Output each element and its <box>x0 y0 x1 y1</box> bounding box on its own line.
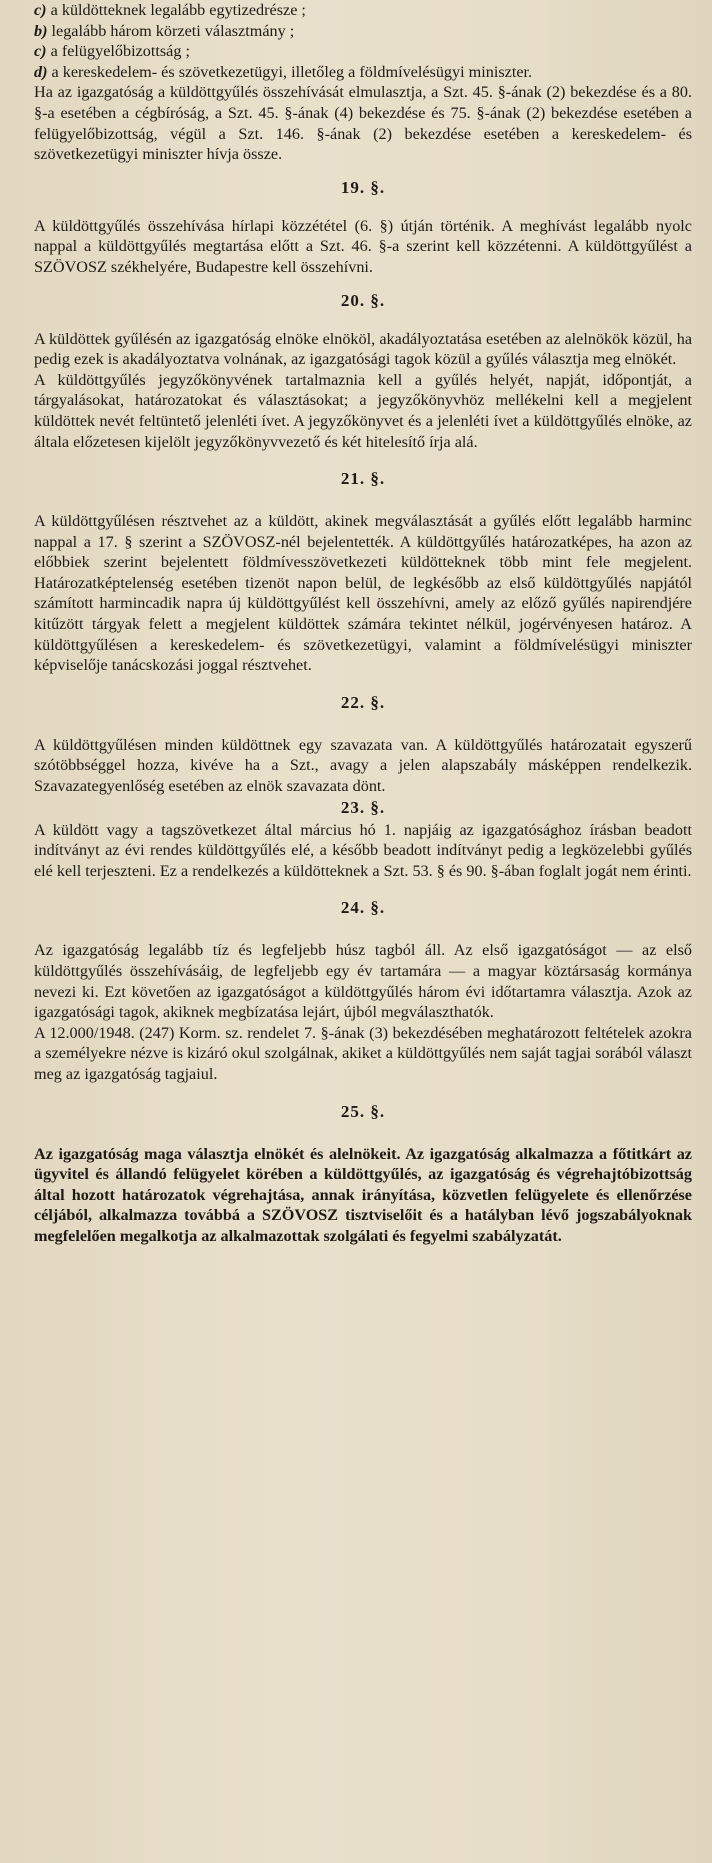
section-21 <box>34 468 692 676</box>
section-paragraph: A küldöttgyűlés jegyzőkönyvének tartalmaznia kell a gyűlés helyét, napját, időpontját, a tárgyalásokat, határozatokat és választásokat; a jegyzőkönyvhöz mellékelni kell a megjelent küldöttek nevét feltüntető jelenléti ívet. A jegyzőkönyvet és a jelenléti ívet a küldöttgyűlés elnöke, az általa előzetesen kijelölt jegyzőkönyvvezető és két hitelesítő írja alá. <box>34 370 692 451</box>
list-marker: d) <box>34 62 48 81</box>
list-item-text: a kereskedelem- és szövetkezetügyi, illetőleg a földmívelésügyi miniszter. <box>51 62 533 81</box>
section-paragraph: A küldöttek gyűlésén az igazgatóság elnöke elnököl, akadályoztatása esetében az alelnökök közül, ha pedig ezek is akadályoztatva volnának, az igazgatósági tagok közül a gyűlés választja meg elnökét. <box>34 329 692 369</box>
section-heading: 23. §. <box>340 797 386 817</box>
list-item-text: a felügyelőbizottság ; <box>50 42 190 61</box>
section-heading: 24. §. <box>340 898 386 918</box>
list-item <box>34 0 692 21</box>
convening-list <box>34 0 692 82</box>
list-item-text: legalább három körzeti választmány ; <box>51 21 295 40</box>
section-23 <box>34 797 692 882</box>
section-25 <box>34 1101 692 1247</box>
list-item-text: a küldötteknek legalább egytizedrésze ; <box>50 1 306 19</box>
section-heading: 21. §. <box>340 469 386 489</box>
section-paragraph: A küldöttgyűlésen minden küldöttnek egy szavazata van. A küldöttgyűlés határozatait egyszerű szótöbbséggel hozza, kivéve ha a Szt., avagy a jelen alapszabály másképpen rendelkezik. Szavazategyenlőség esetében az elnök szavazata dönt. <box>34 735 692 796</box>
section-paragraph: A küldöttgyűlés összehívása hírlapi közzététel (6. §) útján történik. A meghívást legalább nyolc nappal a küldöttgyűlés megtartása előtt a Szt. 46. §-a szerint kell közzétenni. A küldöttgyűlést a SZÖVOSZ székhelyére, Budapestre kell összehívni. <box>34 216 692 276</box>
section-heading: 20. §. <box>340 290 386 310</box>
list-marker: b) <box>34 21 48 40</box>
section-heading: 25. §. <box>340 1101 386 1121</box>
list-marker: c) <box>34 1 47 19</box>
section-paragraph: A küldöttgyűlésen résztvehet az a küldött, akinek megválasztását a gyűlés előtt legalább harminc nappal a 17. § szerint a SZÖVOSZ-nél bejelentették. A küldöttgyűlés határozatképes, ha azon az előbbiek szerint bejelentett földmívesszövetkezeti küldötteknek több mint fele megjelent. Határozatképtelenség esetében tizenöt napon belül, de legkésőbb az első küldöttgyűlés napjától számított harmincadik napra új küldöttgyűlést kell összehívni, amely az előző gyűlés napirendjére kitűzött tárgyak felett a megjelent küldöttek számára tekintet nélkül, jogérvényesen határoz. A küldöttgyűlésen a kereskedelem- és szövetkezetügyi, valamint a földmívelésügyi miniszter képviselője tanácskozási joggal résztvehet. <box>34 512 692 675</box>
section-19 <box>34 177 692 278</box>
list-item <box>34 21 692 42</box>
section-20 <box>34 290 692 453</box>
section-24 <box>34 897 692 1084</box>
section-paragraph: A 12.000/1948. (247) Korm. sz. rendelet 7. §-ának (3) bekezdésében meghatározott feltételek azokra a személyekre nézve is kizáró okul szolgálnak, akiket a küldöttgyűlés nem saját tagjai sorából választ meg az igazgatóság tagjaiul. <box>34 1023 692 1083</box>
paragraph-18-closing: Ha az igazgatóság a küldöttgyűlés összehívását elmulasztja, a Szt. 45. §-ának (2) bekezdése és a 80. §-a esetében a cégbíróság, a Szt. 45. §-ának (4) bekezdése és 75. §-ának (2) bekezdése esetében a felügyelőbizottság, végül a Szt. 146. §-ának (2) bekezdése esetében a kereskedelem- és szövetkezetügyi miniszter hívja össze. <box>34 83 692 164</box>
section-heading: 22. §. <box>340 692 386 712</box>
list-item <box>34 62 692 83</box>
section-heading: 19. §. <box>340 177 386 197</box>
list-marker: c) <box>34 42 47 61</box>
section-paragraph: Az igazgatóság maga választja elnökét és alelnökeit. Az igazgatóság alkalmazza a főtitkárt az ügyvitel és állandó felügyelet körében a küldöttgyűlés, az igazgatóság és végrehajtóbizottság által hozott határozatok végrehajtása, annak irányítása, közvetlen felügyelete és ellenőrzése céljából, alkalmazza továbbá a SZÖVOSZ tisztviselőit és a hatályban lévő jogszabályoknak megfelelően megalkotja az alkalmazottak szolgálati és fegyelmi szabályzatát. <box>34 1144 692 1245</box>
section-paragraph: Az igazgatóság legalább tíz és legfeljebb húsz tagból áll. Az első igazgatóságot — az első küldöttgyűlés összehívásáig, de legfeljebb egy év tartamára — a magyar köztársaság kormánya nevezi ki. Ezt követően az igazgatóságot a küldöttgyűlés három évi időtartamra választja. Azok az igazgatósági tagok, akiknek megbízatása lejárt, újból megválaszthatók. <box>34 941 692 1022</box>
list-item <box>34 41 692 62</box>
section-paragraph: A küldött vagy a tagszövetkezet által március hó 1. napjáig az igazgatósághoz írásban beadott indítványt az évi rendes küldöttgyűlés elé, a később beadott indítványt pedig a legközelebbi gyűlés elé kell terjeszteni. Ez a rendelkezés a küldötteknek a Szt. 53. § és 90. §-ában foglalt jogát nem érinti. <box>34 820 692 880</box>
section-22 <box>34 692 692 797</box>
